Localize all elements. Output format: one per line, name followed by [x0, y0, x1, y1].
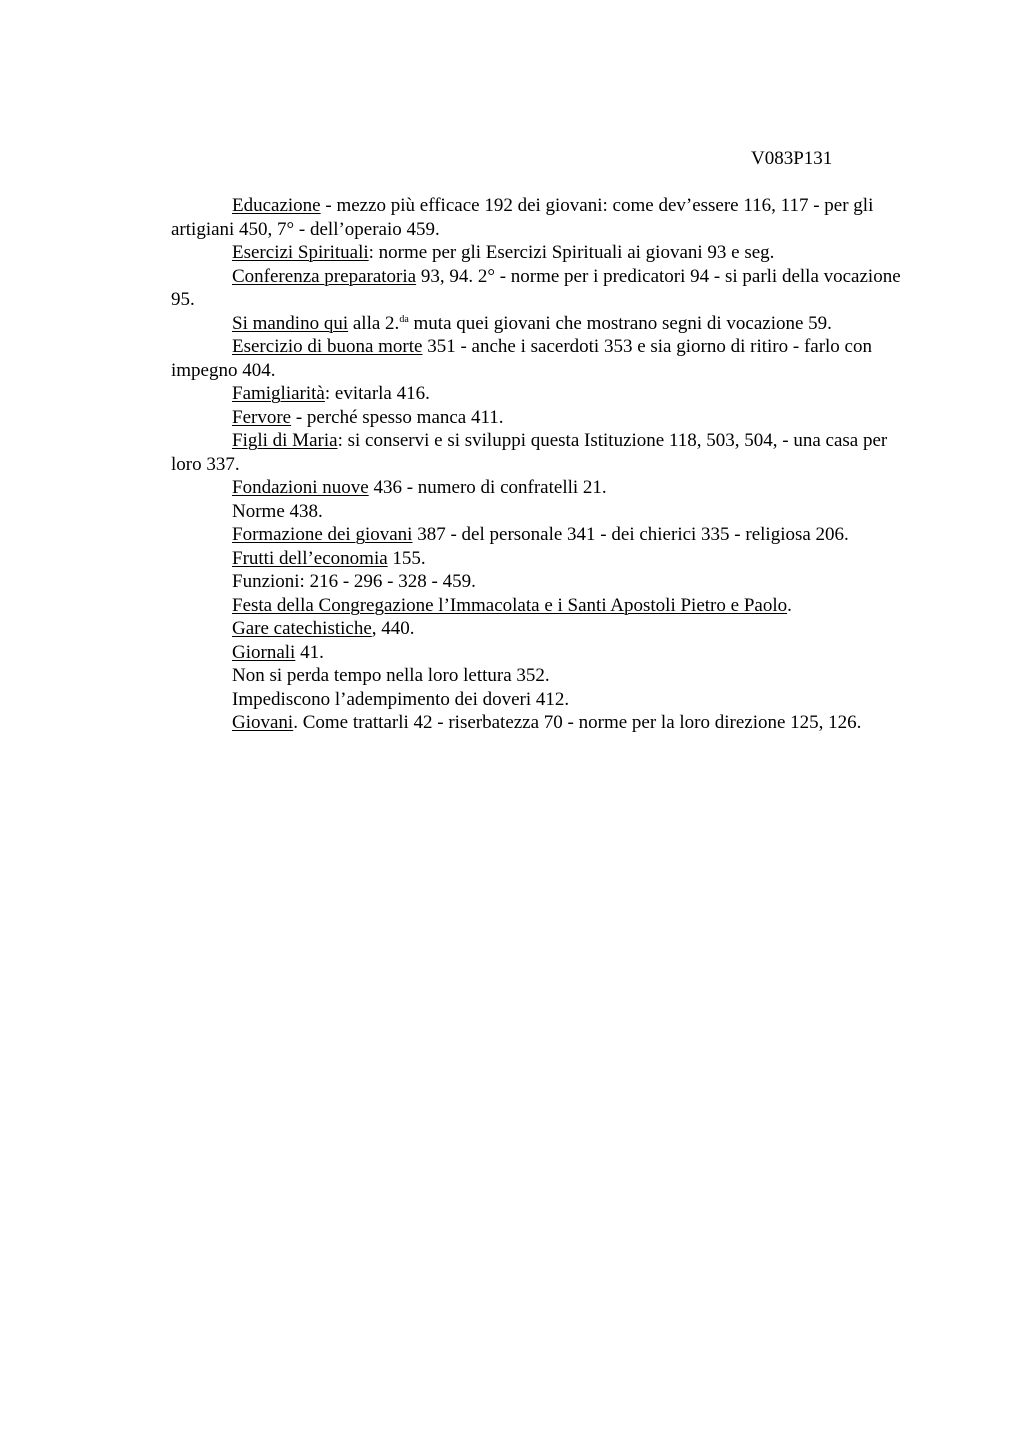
index-entry [171, 641, 917, 665]
index-entry [171, 265, 917, 312]
index-text: 436 - numero di confratelli 21. [368, 477, 607, 498]
index-entry [171, 711, 917, 735]
index-term: Figli di Maria [232, 430, 338, 451]
index-entry [171, 664, 917, 688]
index-text: 93, 94. 2° - norme per i predicatori 94 - si parli della vocazione 95. [171, 265, 901, 310]
index-text: muta quei giovani che mostrano segni di vocazione 59. [408, 312, 832, 334]
page-code: V083P131 [751, 148, 833, 169]
superscript: da [399, 313, 409, 325]
index-term: Fervore [232, 406, 292, 428]
index-entry [171, 617, 917, 641]
index-text: Funzioni: 216 - 296 - 328 - 459. [232, 571, 476, 592]
index-term: Formazione dei giovani [232, 524, 413, 545]
index-term: Esercizio di buona morte [232, 336, 423, 357]
index-text: . [787, 594, 792, 616]
index-entry [171, 241, 917, 265]
index-term: Giovani [232, 712, 294, 733]
index-term: Giornali [232, 641, 296, 663]
index-text-prefix: alla 2. [348, 312, 400, 334]
index-term: Gare catechistiche [232, 618, 372, 639]
index-entry [171, 523, 917, 547]
index-text: - mezzo più efficace 192 dei giovani: come dev’essere 116, 117 - per gli artigiani 450, 7° - dell’operaio 459. [171, 195, 874, 240]
index-text: : si conservi e si sviluppi questa Istituzione 118, 503, 504, - una casa per loro 337. [171, 430, 888, 475]
index-term: Educazione [232, 195, 321, 216]
index-entry [171, 382, 917, 406]
index-term: Famigliarità [232, 383, 325, 404]
index-entries [171, 194, 917, 735]
index-text: 351 - anche i sacerdoti 353 e sia giorno di ritiro - farlo con impegno 404. [171, 336, 872, 381]
index-entry [171, 194, 917, 241]
index-text: - perché spesso manca 411. [291, 406, 504, 428]
index-entry [171, 688, 917, 712]
index-term: Festa della Congregazione l’Immacolata e i Santi Apostoli Pietro e Paolo [232, 594, 788, 616]
index-term: Frutti dell’economia [232, 547, 388, 569]
index-entry [171, 406, 917, 430]
index-text: , 440. [371, 618, 415, 639]
index-entry [171, 312, 917, 336]
index-text: 155. [387, 547, 426, 569]
index-term: Esercizi Spirituali [232, 242, 369, 263]
index-text: Norme 438. [232, 500, 323, 522]
index-term: Si mandino qui [232, 312, 349, 334]
index-text: Impediscono l’adempimento dei doveri 412. [232, 688, 570, 710]
index-entry [171, 500, 917, 524]
index-entry [171, 547, 917, 571]
index-entry [171, 335, 917, 382]
index-text: 387 - del personale 341 - dei chierici 335 - religiosa 206. [412, 524, 849, 545]
index-text: : evitarla 416. [324, 383, 430, 404]
index-text: 41. [295, 641, 324, 663]
index-entry [171, 570, 917, 594]
index-entry [171, 429, 917, 476]
index-term: Conferenza preparatoria [232, 265, 417, 287]
index-text: . Come trattarli 42 - riserbatezza 70 - norme per la loro direzione 125, 126. [293, 712, 862, 733]
index-entry [171, 476, 917, 500]
index-term: Fondazioni nuove [232, 477, 369, 498]
index-entry [171, 594, 917, 618]
index-text: : norme per gli Esercizi Spirituali ai giovani 93 e seg. [368, 242, 775, 263]
index-text: Non si perda tempo nella loro lettura 352. [232, 665, 550, 686]
